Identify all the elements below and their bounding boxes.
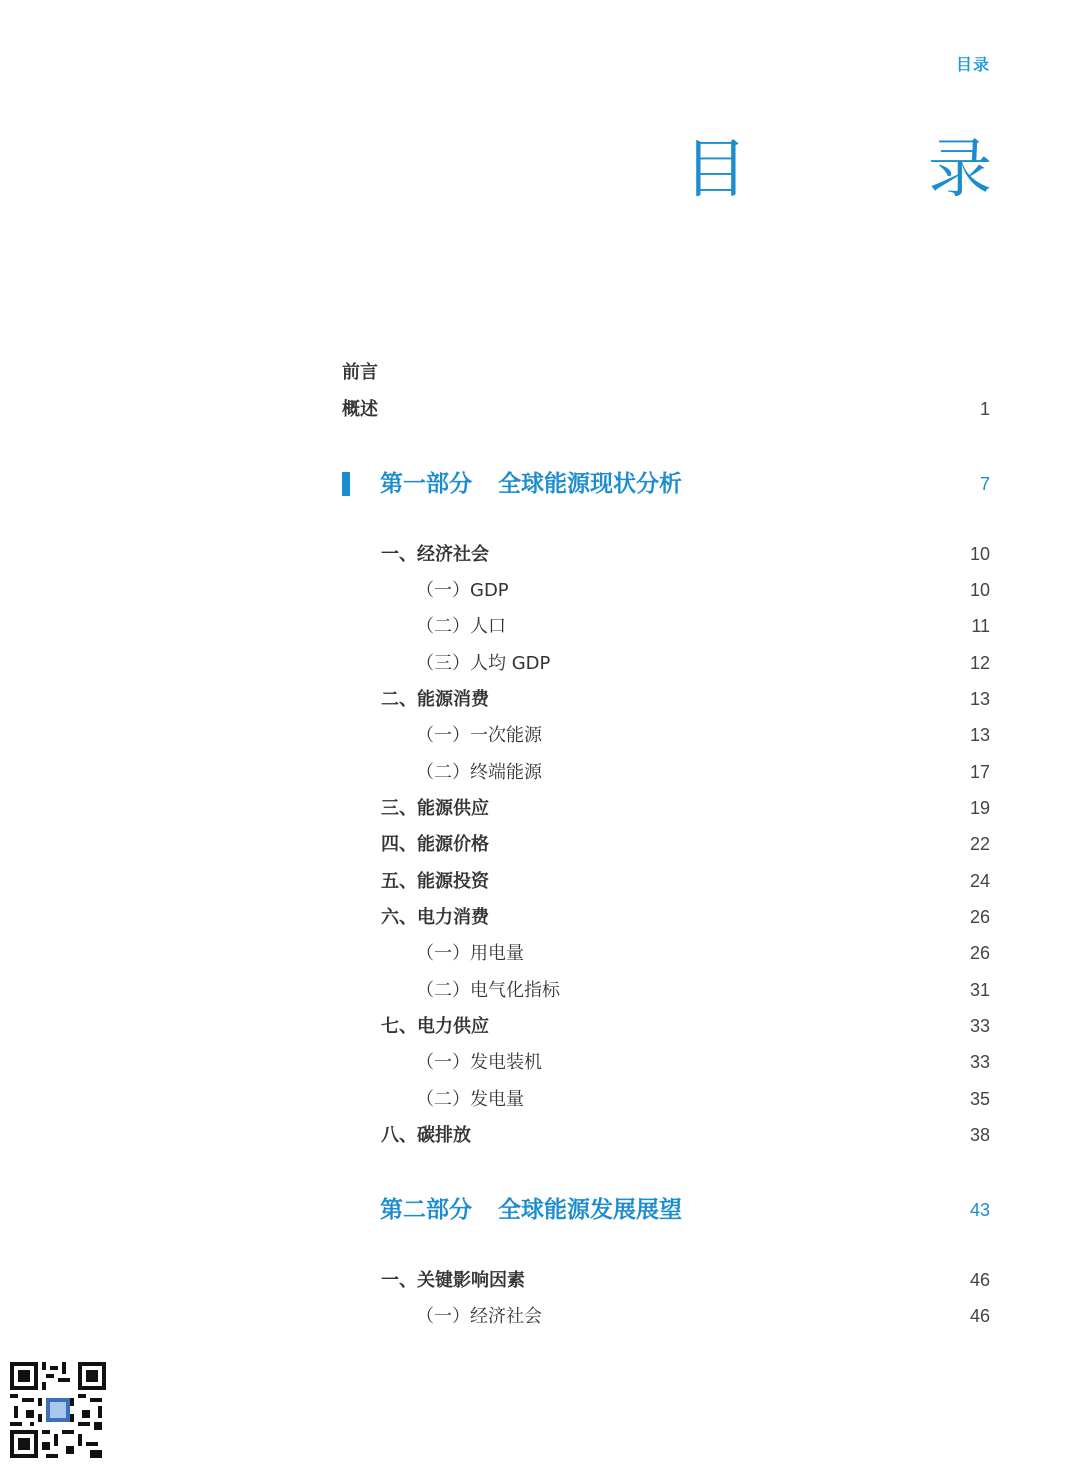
- toc-subentry[interactable]: [416, 578, 990, 603]
- toc-subentry[interactable]: [416, 1050, 990, 1075]
- toc-entry-page: 13: [969, 689, 990, 709]
- part-title: 全球能源发展展望: [498, 1197, 682, 1223]
- toc-entry-title: 八、碳排放: [381, 1125, 471, 1146]
- toc-entry-title: （一）发电装机: [416, 1052, 542, 1073]
- toc-entry[interactable]: [381, 542, 990, 567]
- toc-entry-title: 一、关键影响因素: [381, 1270, 525, 1291]
- part-page: 43: [969, 1200, 990, 1220]
- toc-entry[interactable]: [381, 687, 990, 712]
- toc-entry-title: 概述: [342, 399, 378, 420]
- toc-entry-page: 1: [979, 399, 990, 419]
- toc-entry-page: 19: [969, 798, 990, 818]
- part-marker-bar: [342, 472, 350, 496]
- toc-entry-page: 35: [969, 1089, 990, 1109]
- toc-subentry[interactable]: [416, 760, 990, 785]
- toc-subentry[interactable]: [416, 614, 990, 639]
- toc-entry-page: 13: [969, 725, 990, 745]
- page-title: 目 录: [683, 133, 1072, 207]
- toc-entry[interactable]: [381, 905, 990, 930]
- toc-entry-title: 七、电力供应: [381, 1016, 489, 1037]
- toc-entry-page: 33: [969, 1016, 990, 1036]
- toc-entry-overview[interactable]: [342, 397, 990, 422]
- toc-entry[interactable]: [381, 832, 990, 857]
- toc-entry-page: 10: [969, 544, 990, 564]
- toc-entry-title: 一、经济社会: [381, 544, 489, 565]
- toc-entry-page: 38: [969, 1125, 990, 1145]
- toc-entry-title: 四、能源价格: [381, 834, 489, 855]
- toc-entry[interactable]: [381, 1014, 990, 1039]
- toc-entry-title: 前言: [342, 362, 378, 383]
- toc-entry-title: 二、能源消费: [381, 689, 489, 710]
- toc-subentry[interactable]: [416, 723, 990, 748]
- toc-entry[interactable]: [381, 1123, 990, 1148]
- toc-entry-title: （一）经济社会: [416, 1306, 542, 1327]
- toc-part-1[interactable]: [342, 469, 990, 499]
- toc-entry-title: （二）电气化指标: [416, 980, 560, 1001]
- toc-entry-page: 12: [969, 653, 990, 673]
- toc-entry-title: （一）一次能源: [416, 725, 542, 746]
- toc-entry-title: （二）发电量: [416, 1089, 524, 1110]
- toc-subentry[interactable]: [416, 1087, 990, 1112]
- toc-entry-title: 五、能源投资: [381, 871, 489, 892]
- toc-subentry[interactable]: [416, 1304, 990, 1329]
- section-header-label: 目录: [955, 55, 990, 74]
- part-label: 第一部分: [380, 471, 472, 497]
- toc-entry-title: （二）终端能源: [416, 762, 542, 783]
- toc-entry-page: 26: [969, 943, 990, 963]
- toc-entry-page: 10: [969, 580, 990, 600]
- part-label: 第二部分: [380, 1197, 472, 1223]
- part-title: 全球能源现状分析: [498, 471, 682, 497]
- toc-subentry[interactable]: [416, 651, 990, 676]
- toc-subentry[interactable]: [416, 941, 990, 966]
- toc-entry-page: 11: [971, 616, 990, 636]
- toc-entry[interactable]: [381, 796, 990, 821]
- toc-entry[interactable]: [381, 869, 990, 894]
- toc-entry-page: 24: [969, 871, 990, 891]
- toc-entry[interactable]: [381, 1268, 990, 1293]
- toc-entry-preface[interactable]: [342, 361, 990, 385]
- toc-entry-title: 六、电力消费: [381, 907, 489, 928]
- toc-entry-title: （一）用电量: [416, 943, 524, 964]
- toc-part-2[interactable]: [342, 1195, 990, 1225]
- toc-subentry[interactable]: [416, 978, 990, 1003]
- toc-entry-title: 三、能源供应: [381, 798, 489, 819]
- toc-entry-page: 22: [969, 834, 990, 854]
- toc-entry-title: （一）GDP: [416, 580, 509, 601]
- toc-entry-title: （三）人均 GDP: [416, 653, 551, 674]
- toc-entry-page: 46: [969, 1306, 990, 1326]
- toc-entry-title: （二）人口: [416, 616, 506, 637]
- part-page: 7: [979, 474, 990, 494]
- qr-code-icon: [10, 1362, 106, 1458]
- toc-entry-page: 31: [969, 980, 990, 1000]
- toc-entry-page: 46: [969, 1270, 990, 1290]
- toc-entry-page: 26: [969, 907, 990, 927]
- toc-entry-page: 33: [969, 1052, 990, 1072]
- toc-entry-page: 17: [969, 762, 990, 782]
